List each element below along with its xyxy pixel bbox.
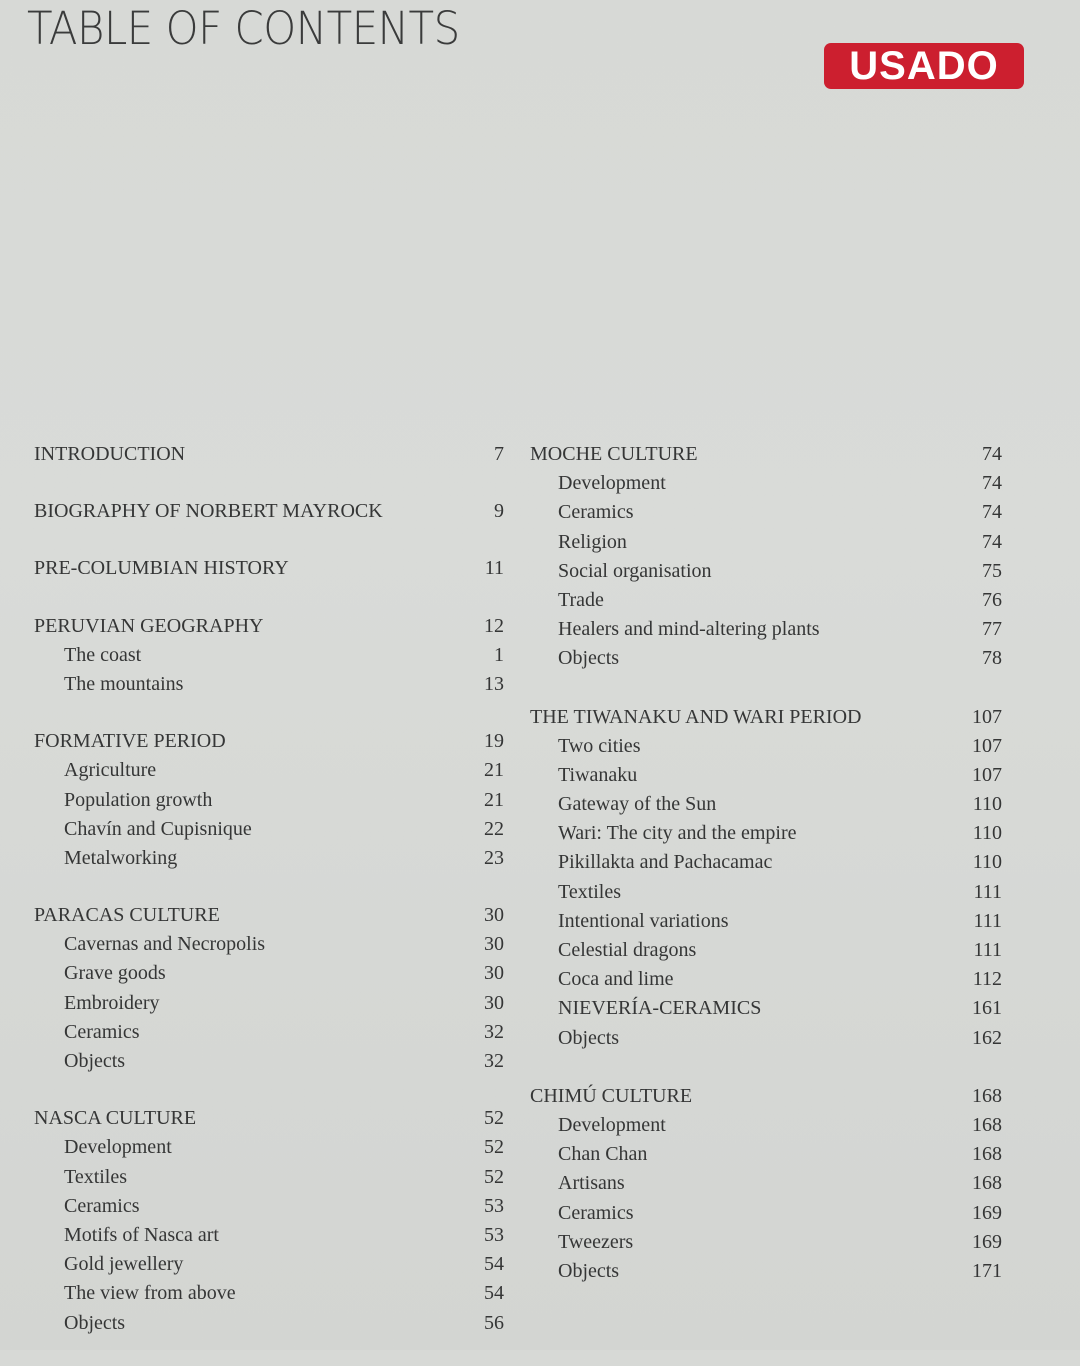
- toc-page-number: 54: [484, 1253, 504, 1276]
- toc-entry: [530, 732, 1002, 761]
- toc-section-heading: [34, 440, 504, 469]
- toc-page-number: 21: [484, 788, 504, 811]
- toc-entry-label: Wari: The city and the empire: [558, 822, 797, 845]
- toc-entry-label: Objects: [558, 647, 620, 670]
- toc-entry-label: Two cities: [558, 734, 641, 757]
- toc-section: [530, 440, 1002, 674]
- toc-entry: [530, 1257, 1002, 1286]
- toc-page-number: 74: [982, 530, 1002, 553]
- toc-entry-label: The view from above: [64, 1282, 236, 1305]
- toc-page-number: 30: [484, 991, 504, 1014]
- toc-entry: [530, 1169, 1002, 1198]
- toc-entry-label: Chan Chan: [558, 1143, 648, 1166]
- toc-page-number: 161: [972, 997, 1002, 1020]
- toc-heading-label: CHIMÚ CULTURE: [530, 1084, 693, 1107]
- toc-entry: [530, 761, 1002, 790]
- toc-page-number: 111: [973, 880, 1002, 903]
- toc-page-number: 19: [484, 730, 504, 753]
- toc-page-number: 23: [484, 846, 504, 869]
- toc-page-number: 52: [484, 1136, 504, 1159]
- toc-entry: [530, 498, 1002, 527]
- toc-section-heading: [34, 901, 504, 930]
- toc-entry: [34, 1133, 504, 1162]
- toc-entry: [34, 989, 504, 1018]
- toc-page-number: 76: [982, 588, 1002, 611]
- toc-entry: [530, 848, 1002, 877]
- toc-page-number: 22: [484, 817, 504, 840]
- toc-entry: [34, 1018, 504, 1047]
- toc-section: [34, 901, 504, 1076]
- toc-entry-label: Artisans: [558, 1172, 625, 1195]
- toc-page-number: 7: [494, 443, 504, 465]
- toc-page-number: 107: [972, 705, 1002, 728]
- toc-entry: [530, 615, 1002, 644]
- toc-page-number: 169: [972, 1201, 1002, 1224]
- toc-entry-label: Metalworking: [64, 846, 178, 869]
- toc-section: [34, 1104, 504, 1338]
- toc-entry: [530, 1228, 1002, 1257]
- toc-heading-label: NASCA CULTURE: [34, 1107, 197, 1130]
- toc-entry-label: Ceramics: [558, 501, 634, 524]
- toc-entry: [34, 1221, 504, 1250]
- page-title: TABLE OF CONTENTS: [27, 2, 460, 55]
- toc-entry-label: Embroidery: [64, 991, 160, 1014]
- toc-heading-label: PARACAS CULTURE: [34, 904, 220, 927]
- toc-section-heading: [530, 440, 1002, 469]
- toc-entry: [34, 1309, 504, 1338]
- toc-page-number: 30: [484, 962, 504, 985]
- toc-entry-label: Grave goods: [64, 962, 166, 985]
- toc-entry-label: Objects: [558, 1259, 620, 1282]
- toc-entry-label: Motifs of Nasca art: [64, 1223, 219, 1246]
- toc-page-number: 52: [484, 1107, 504, 1130]
- toc-entry-label: Social organisation: [558, 559, 712, 582]
- toc-page-number: 111: [973, 939, 1002, 961]
- toc-entry-label: Religion: [558, 530, 627, 553]
- toc-page-number: 169: [972, 1230, 1002, 1253]
- toc-page-number: 110: [972, 822, 1002, 845]
- toc-entry-label: Agriculture: [64, 759, 157, 782]
- toc-entry-label: Healers and mind-altering plants: [558, 618, 820, 641]
- toc-entry: [530, 965, 1002, 994]
- toc-entry: [530, 936, 1002, 965]
- toc-entry-label: Trade: [558, 588, 604, 611]
- toc-section: [34, 612, 504, 700]
- toc-heading-label: THE TIWANAKU AND WARI PERIOD: [530, 705, 862, 728]
- toc-entry-label: The coast: [64, 643, 142, 666]
- toc-entry: [34, 815, 504, 844]
- toc-page-number: 74: [982, 443, 1002, 465]
- toc-entry: [34, 1163, 504, 1192]
- toc-heading-label: BIOGRAPHY OF NORBERT MAYROCK: [34, 500, 383, 523]
- toc-page-number: 9: [494, 500, 504, 523]
- toc-entry-label: Development: [558, 1113, 666, 1136]
- toc-section: [530, 703, 1002, 1053]
- toc-page-number: 53: [484, 1223, 504, 1246]
- toc-entry-label: Development: [64, 1136, 172, 1159]
- toc-entry-label: Coca and lime: [558, 968, 674, 991]
- toc-entry: [34, 844, 504, 873]
- toc-entry: [530, 557, 1002, 586]
- toc-page-number: 171: [972, 1259, 1002, 1282]
- toc-section: [34, 727, 504, 873]
- toc-page-number: 75: [982, 559, 1002, 582]
- toc-entry: [34, 641, 504, 670]
- toc-entry: [34, 1250, 504, 1279]
- toc-entry: [530, 994, 1002, 1023]
- toc-page-number: 107: [972, 763, 1002, 786]
- toc-section-heading: [34, 554, 504, 583]
- toc-entry-label: Textiles: [558, 880, 622, 903]
- toc-page-number: 1: [494, 643, 504, 666]
- toc-page-number: 30: [484, 933, 504, 956]
- toc-right-column: [530, 440, 1002, 1315]
- condition-badge: USADO: [824, 43, 1024, 89]
- toc-page-number: 168: [972, 1084, 1002, 1107]
- toc-entry: [530, 1111, 1002, 1140]
- toc-page-number: 11: [484, 557, 504, 580]
- toc-entry: [34, 1047, 504, 1076]
- toc-entry: [530, 1140, 1002, 1169]
- toc-page-number: 13: [484, 672, 504, 695]
- toc-page-number: 112: [972, 968, 1002, 991]
- toc-entry: [530, 907, 1002, 936]
- toc-entry: [530, 586, 1002, 615]
- toc-page-number: 162: [972, 1026, 1002, 1049]
- toc-entry-label: NIEVERÍA-CERAMICS: [558, 997, 762, 1020]
- toc-entry-label: Gateway of the Sun: [558, 793, 717, 816]
- toc-page-number: 21: [484, 759, 504, 782]
- toc-entry: [34, 1192, 504, 1221]
- toc-page-number: 30: [484, 904, 504, 927]
- toc-entry-label: Objects: [64, 1050, 126, 1072]
- toc-entry: [34, 786, 504, 815]
- toc-page-number: 74: [982, 472, 1002, 495]
- toc-entry-label: Ceramics: [558, 1201, 634, 1224]
- toc-entry: [34, 756, 504, 785]
- toc-heading-label: PERUVIAN GEOGRAPHY: [34, 614, 264, 637]
- toc-section: [34, 440, 504, 469]
- toc-section-heading: [34, 727, 504, 756]
- toc-entry: [530, 878, 1002, 907]
- toc-entry-label: Pikillakta and Pachacamac: [558, 851, 773, 874]
- toc-section: [530, 1082, 1002, 1286]
- toc-section-heading: [34, 1104, 504, 1133]
- toc-section-heading: [530, 703, 1002, 732]
- toc-page-number: 56: [484, 1311, 504, 1334]
- toc-entry-label: Chavín and Cupisnique: [64, 817, 252, 840]
- toc-entry: [530, 790, 1002, 819]
- toc-page-number: 74: [982, 501, 1002, 524]
- toc-entry: [530, 819, 1002, 848]
- toc-entry: [34, 1279, 504, 1308]
- toc-entry: [530, 1199, 1002, 1228]
- toc-entry-label: Objects: [558, 1026, 620, 1049]
- toc-entry: [34, 959, 504, 988]
- toc-entry-label: Gold jewellery: [64, 1253, 184, 1276]
- toc-entry-label: Celestial dragons: [558, 939, 697, 961]
- toc-page-number: 107: [972, 734, 1002, 757]
- toc-section-heading: [34, 497, 504, 526]
- toc-page-number: 110: [972, 851, 1002, 874]
- toc-entry: [530, 469, 1002, 498]
- toc-section-heading: [530, 1082, 1002, 1111]
- toc-page-number: 77: [982, 618, 1002, 641]
- toc-entry-label: Ceramics: [64, 1194, 140, 1217]
- toc-entry: [530, 528, 1002, 557]
- toc-entry: [34, 670, 504, 699]
- toc-entry-label: Tweezers: [558, 1230, 634, 1253]
- toc-page-number: 32: [484, 1050, 504, 1072]
- toc-entry: [530, 644, 1002, 673]
- toc-entry: [34, 930, 504, 959]
- toc-page-number: 78: [982, 647, 1002, 670]
- toc-entry-label: Cavernas and Necropolis: [64, 933, 266, 956]
- toc-heading-label: FORMATIVE PERIOD: [34, 730, 226, 753]
- toc-page-number: 52: [484, 1165, 504, 1188]
- toc-page-number: 12: [484, 614, 504, 637]
- toc-heading-label: MOCHE CULTURE: [530, 443, 698, 465]
- toc-entry-label: Objects: [64, 1311, 126, 1334]
- toc-section: [34, 554, 504, 583]
- toc-page-number: 168: [972, 1113, 1002, 1136]
- toc-section: [34, 497, 504, 526]
- toc-entry-label: Development: [558, 472, 666, 495]
- toc-page-number: 53: [484, 1194, 504, 1217]
- toc-entry-label: The mountains: [64, 672, 184, 695]
- toc-entry-label: Tiwanaku: [558, 763, 638, 786]
- toc-heading-label: PRE-COLUMBIAN HISTORY: [34, 557, 289, 580]
- toc-page-number: 168: [972, 1172, 1002, 1195]
- toc-section-heading: [34, 612, 504, 641]
- toc-entry-label: Textiles: [64, 1165, 128, 1188]
- toc-page-number: 111: [973, 909, 1002, 932]
- toc-page-number: 54: [484, 1282, 504, 1305]
- toc-entry: [530, 1024, 1002, 1053]
- toc-heading-label: INTRODUCTION: [34, 443, 186, 465]
- toc-left-column: [34, 440, 504, 1366]
- toc-page-number: 110: [972, 793, 1002, 816]
- toc-page-number: 32: [484, 1020, 504, 1043]
- toc-page-number: 168: [972, 1143, 1002, 1166]
- toc-entry-label: Population growth: [64, 788, 213, 811]
- toc-entry-label: Ceramics: [64, 1020, 140, 1043]
- toc-entry-label: Intentional variations: [558, 909, 729, 932]
